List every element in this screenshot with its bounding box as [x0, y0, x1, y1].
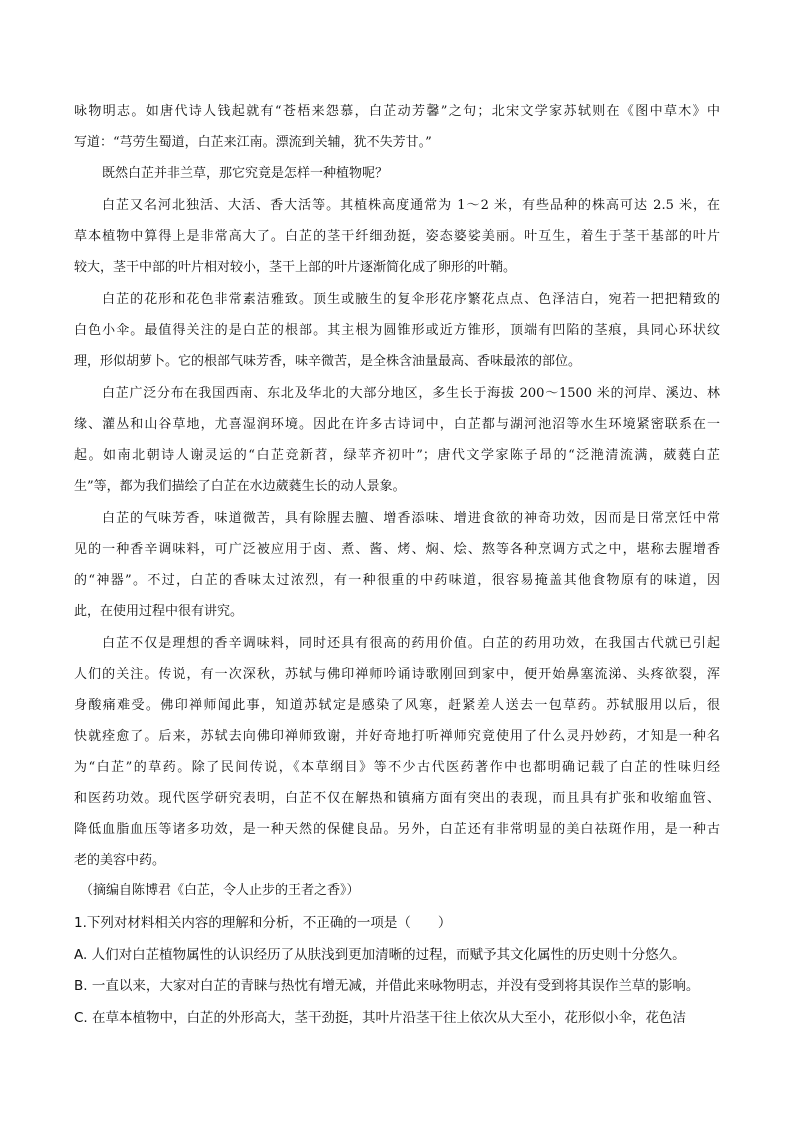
text-line: 老的美容中药。 [74, 853, 166, 868]
text-line: 草本植物中算得上是非常高大了。白芷的茎干纤细劲挺，姿态婆娑美丽。叶互生，着生于茎干基部的叶片 [74, 229, 720, 244]
text-line: 生”等，都为我们描绘了白芷在水边葳蕤生长的动人景象。 [74, 479, 406, 494]
text-line: 理，形似胡萝卜。它的根部气味芳香，味辛微苦，是全株含油量最高、香味最浓的部位。 [74, 354, 582, 369]
text-line: 白芷的气味芳香，味道微苦，具有除腥去膻、增香添味、增进食欲的神奇功效，因而是日常烹饪中常 [102, 511, 720, 526]
text-line: 白芷广泛分布在我国西南、东北及华北的大部分地区，多生长于海拔 200～1500 米的河岸、溪边、林 [102, 386, 720, 401]
option-b: B. 一直以来，大家对白芷的青睐与热忱有增无减，并借此来咏物明志，并没有受到将其误作兰草的影响。 [74, 978, 700, 994]
text-line: 为“白芷”的草药。除了民间传说，《本草纲目》等不少古代医药著作中也都明确记载了白芷的性味归经 [74, 760, 720, 775]
text-line: 白芷的花形和花色非常素洁雅致。顶生或腋生的复伞形花序繁花点点、色泽洁白，宛若一把把精致的 [102, 292, 720, 307]
text-line: 较大，茎干中部的叶片相对较小，茎干上部的叶片逐渐简化成了卵形的叶鞘。 [74, 260, 517, 275]
text-line: 身酸痛难受。佛印禅师闻此事，知道苏轼定是感染了风寒，赶紧差人送去一包草药。苏轼服用以后，很 [74, 698, 720, 713]
text-line: 白色小伞。最值得关注的是白芷的根部。其主根为圆锥形或近方锥形，顶端有凹陷的茎痕，具同心环状纹 [74, 323, 720, 338]
text-line: 写道：“芎劳生蜀道，白芷来江南。漂流到关辅，犹不失芳甘。” [74, 135, 432, 150]
text-line: 快就痊愈了。后来，苏轼去向佛印禅师致谢，并好奇地打听禅师究竟使用了什么灵丹妙药，才知是一种名 [74, 729, 720, 744]
text-line: 见的一种香辛调味料，可广泛被应用于卤、煮、酱、烤、焖、烩、熬等各种烹调方式之中，堪称去腥增香 [74, 542, 720, 557]
text-line: 咏物明志。如唐代诗人钱起就有“苍梧来怨慕，白芷动芳馨”之句；北宋文学家苏轼则在《图中草木》中 [74, 104, 720, 119]
option-a: A. 人们对白芷植物属性的认识经历了从肤浅到更加清晰的过程，而赋予其文化属性的历史则十分悠久。 [74, 947, 686, 963]
text-line: 和医药功效。现代医学研究表明，白芷不仅在解热和镇痛方面有突出的表现，而且具有扩张和收缩血管、 [74, 791, 720, 806]
text-line: 人们的关注。传说，有一次深秋，苏轼与佛印禅师吟诵诗歌刚回到家中，便开始鼻塞流涕、头疼欲裂，浑 [74, 667, 720, 682]
question-stem: 1.下列对材料相关内容的理解和分析，不正确的一项是（ ） [74, 915, 452, 931]
text-line: 降低血脂血压等诸多功效，是一种天然的保健良品。另外，白芷还有非常明显的美白祛斑作用，是一种古 [74, 822, 720, 837]
text-line: 的“神器”。不过，白芷的香味太过浓烈，有一种很重的中药味道，很容易掩盖其他食物原有的味道，因 [74, 573, 720, 588]
text-line: 既然白芷并非兰草，那它究竟是怎样一种植物呢？ [102, 166, 389, 181]
option-c: C. 在草本植物中，白芷的外形高大，茎干劲挺，其叶片沿茎干往上依次从大至小，花形似小伞，花色洁 [74, 1010, 687, 1026]
text-line: 起。如南北朝诗人谢灵运的“白芷竞新苕，绿苹齐初叶”；唐代文学家陈子昂的“泛滟清流满，葳蕤白芷 [74, 448, 720, 463]
text-line: 缘、灌丛和山谷草地，尤喜湿润环境。因此在许多古诗词中，白芷都与湖河池沼等水生环境紧密联系在一 [74, 417, 720, 432]
source-citation: （摘编自陈博君《白芷，令人止步的王者之香》） [80, 883, 360, 898]
text-line: 此，在使用过程中很有讲究。 [74, 604, 244, 619]
text-line: 白芷又名河北独活、大活、香大活等。其植株高度通常为 1～2 米，有些品种的株高可达 2.5 米，在 [102, 198, 720, 213]
text-line: 白芷不仅是理想的香辛调味料，同时还具有很高的药用价值。白芷的药用功效，在我国古代就已引起 [102, 636, 720, 651]
